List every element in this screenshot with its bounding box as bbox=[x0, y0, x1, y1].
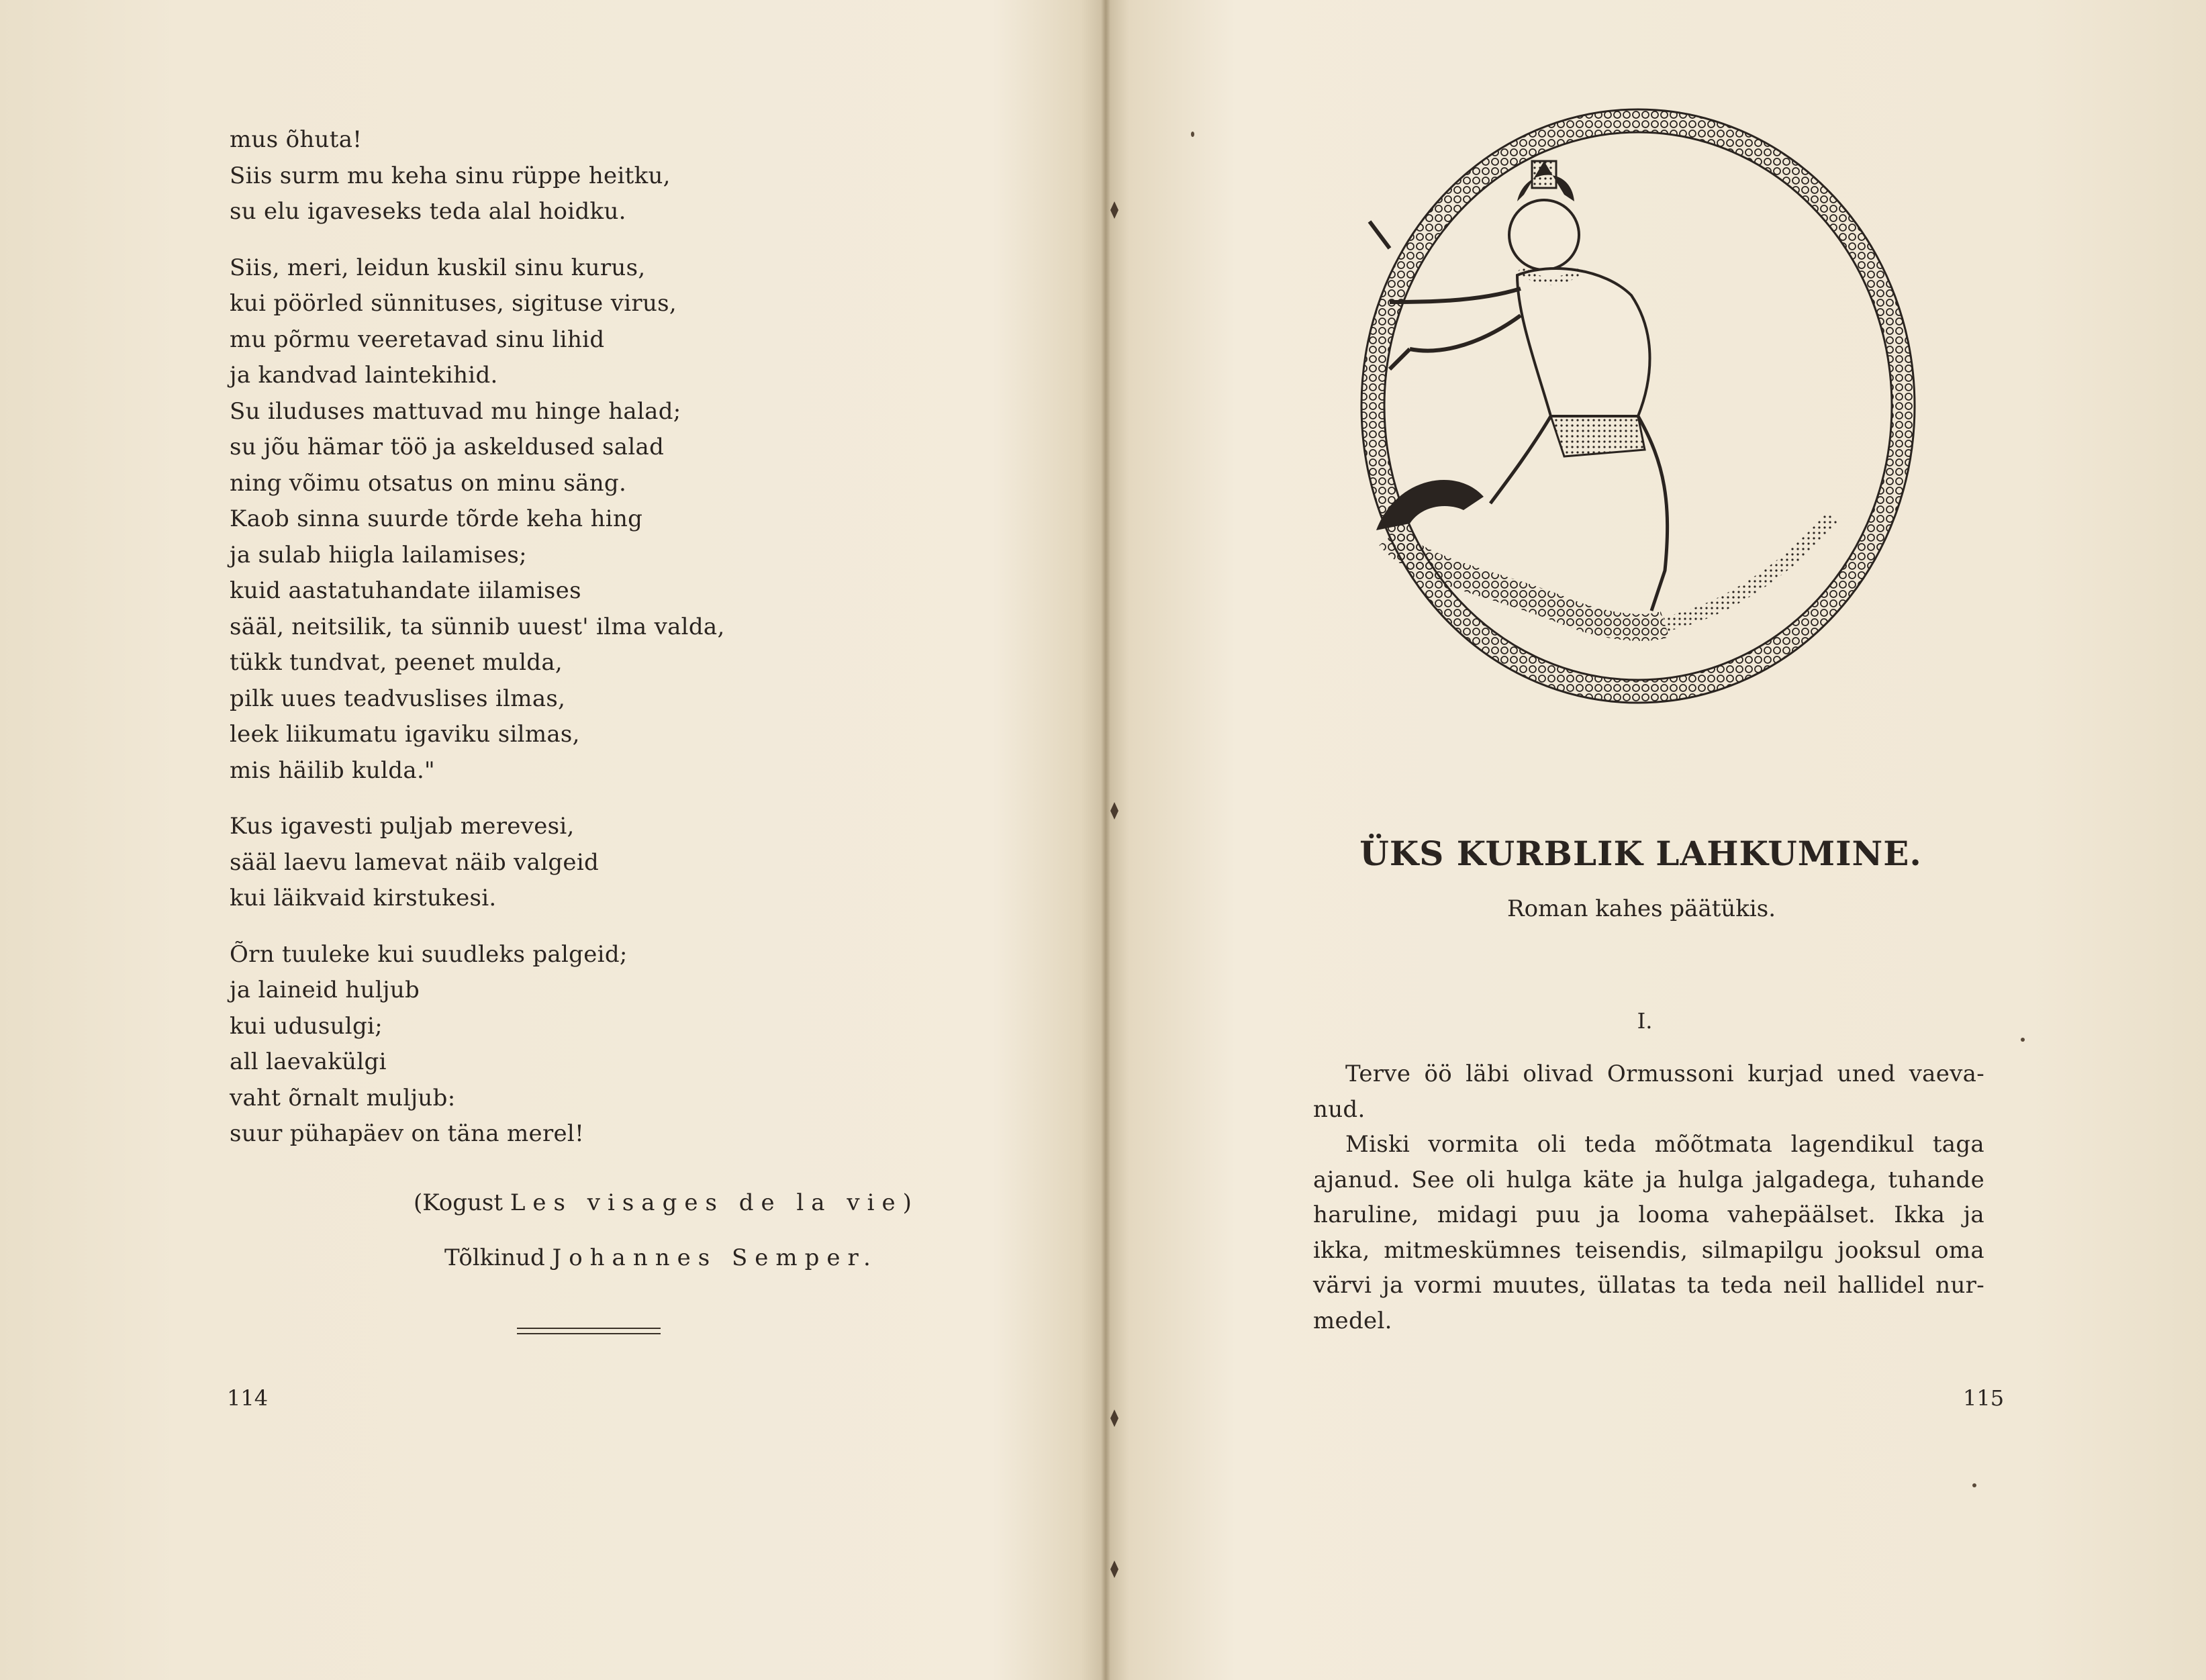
story-text bbox=[1313, 1056, 1984, 1338]
source-suffix: ) bbox=[902, 1189, 912, 1216]
poem-line: kui udusulgi; bbox=[230, 1012, 383, 1040]
poem-line: Õrn tuuleke kui suudleks palgeid; bbox=[230, 940, 628, 968]
poem-line: kui läikvaid kirstukesi. bbox=[230, 885, 497, 911]
source-prefix: (Kogust bbox=[414, 1189, 510, 1216]
poem-line: Siis, meri, leidun kuskil sinu kurus, bbox=[230, 254, 646, 281]
translator-name: Johannes Semper. bbox=[552, 1244, 878, 1271]
poem-line: pilk uues teadvuslises ilmas, bbox=[230, 685, 566, 712]
poem-line: mis häilib kulda." bbox=[230, 756, 435, 784]
poem-line: su jõu hämar töö ja askeldused salad bbox=[230, 434, 665, 460]
stanza-1 bbox=[230, 122, 1022, 230]
source-title: Les visages de la vie bbox=[510, 1189, 903, 1216]
poem-line: Siis surm mu keha sinu rüppe heitku, bbox=[230, 162, 671, 189]
poem-line: ja kandvad laintekihid. bbox=[230, 362, 498, 389]
poem-line: sääl, neitsilik, ta sünnib uuest' ilma valda, bbox=[230, 613, 725, 640]
poem bbox=[230, 122, 1022, 1173]
page-number-left: 114 bbox=[227, 1385, 269, 1411]
paper-speck bbox=[2021, 1038, 2025, 1042]
text-line: ikka, mitmeskümnes teisendis, silmapilgu jooksul oma bbox=[1313, 1236, 1984, 1264]
end-rule bbox=[517, 1328, 661, 1334]
poem-line: vaht õrnalt muljub: bbox=[230, 1084, 456, 1111]
poem-line: kuid aastatuhandate iilamises bbox=[230, 577, 581, 604]
poem-line: su elu igaveseks teda alal hoidku. bbox=[230, 198, 626, 225]
text-line: Terve öö läbi olivad Ormussoni kurjad uned vaeva- bbox=[1345, 1060, 1984, 1087]
story-title: ÜKS KURBLIK LAHKUMINE. bbox=[1359, 834, 1922, 873]
story-subtitle: Roman kahes päätükis. bbox=[1506, 895, 1776, 922]
page-number-right: 115 bbox=[1963, 1385, 2005, 1411]
text-line: ajanud. See oli hulga käte ja hulga jalgadega, tuhande bbox=[1313, 1166, 1984, 1193]
poem-line: tükk tundvat, peenet mulda, bbox=[230, 649, 563, 676]
poem-line: mus õhuta! bbox=[230, 126, 363, 153]
poem-line: leek liikumatu igaviku silmas, bbox=[230, 721, 580, 748]
poem-line: ja sulab hiigla lailamises; bbox=[230, 541, 527, 569]
stanza-4 bbox=[230, 937, 1022, 1152]
text-line: haruline, midagi puu ja looma vahepäälset. Ikka ja bbox=[1313, 1201, 1984, 1228]
poem-line: Kaob sinna suurde tõrde keha hing bbox=[230, 505, 643, 532]
poem-line: Su iluduses mattuvad mu hinge halad; bbox=[230, 397, 681, 425]
chapter-number: I. bbox=[1637, 1008, 1653, 1034]
poem-line: suur pühapäev on täna merel! bbox=[230, 1120, 585, 1147]
source-credit bbox=[414, 1189, 912, 1216]
text-line: medel. bbox=[1313, 1307, 1392, 1334]
poem-line: all laevakülgi bbox=[230, 1048, 387, 1075]
translator-prefix: Tõlkinud bbox=[444, 1244, 553, 1271]
paper-speck bbox=[1972, 1483, 1976, 1487]
poem-line: ning võimu otsatus on minu säng. bbox=[230, 469, 627, 497]
text-line: nud. bbox=[1313, 1095, 1365, 1123]
serpent-ring-figure-illustration bbox=[1349, 101, 1927, 711]
poem-line: kui pöörled sünnituses, sigituse virus, bbox=[230, 290, 677, 317]
text-line: Miski vormita oli teda mõõtmata lagendikul taga bbox=[1345, 1131, 1984, 1158]
stanza-3 bbox=[230, 809, 1022, 917]
poem-line: mu põrmu veeretavad sinu lihid bbox=[230, 326, 605, 353]
translator-credit bbox=[444, 1244, 878, 1271]
paper-speck bbox=[1191, 132, 1194, 137]
stanza-2 bbox=[230, 250, 1022, 789]
poem-line: ja laineid huljub bbox=[230, 977, 420, 1003]
poem-line: sääl laevu lamevat näib valgeid bbox=[230, 848, 600, 876]
text-line: värvi ja vormi muutes, üllatas ta teda neil hallidel nur- bbox=[1313, 1272, 1984, 1299]
poem-line: Kus igavesti puljab merevesi, bbox=[230, 813, 575, 840]
